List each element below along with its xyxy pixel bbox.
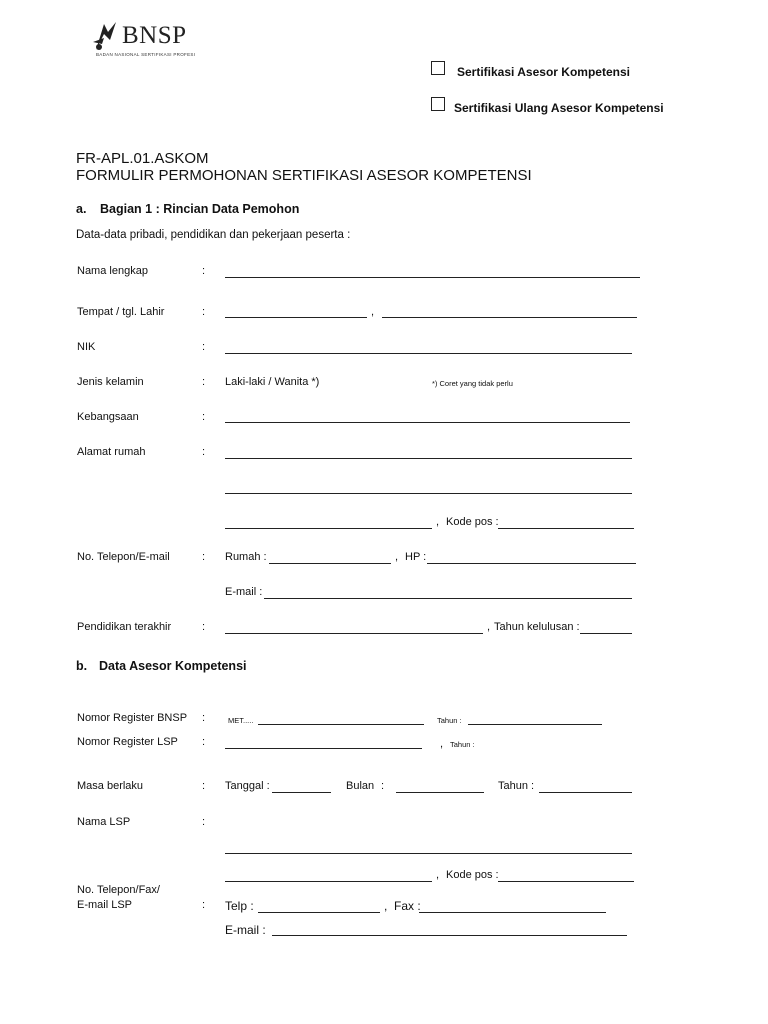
tahun-lsp-label: Tahun : <box>450 740 475 749</box>
tahun-bnsp-label: Tahun : <box>437 716 462 725</box>
jenis-kelamin-value[interactable]: Laki-laki / Wanita *) <box>225 376 320 388</box>
email-lsp-field[interactable] <box>272 935 627 936</box>
bulan-field[interactable] <box>396 792 484 793</box>
alamat-line-3[interactable] <box>225 528 432 529</box>
label-tempat-tgl-lahir: Tempat / tgl. Lahir <box>77 306 165 318</box>
tanggal-label: Tanggal : <box>225 780 270 792</box>
colon: : <box>202 411 206 423</box>
label-nama-lengkap: Nama lengkap <box>77 265 148 277</box>
tgl-lahir-field[interactable] <box>382 317 637 318</box>
tanggal-field[interactable] <box>272 792 331 793</box>
label-nik: NIK <box>77 341 96 353</box>
alamat-line-1[interactable] <box>225 458 632 459</box>
logo-text: BNSP <box>122 22 187 49</box>
email-field[interactable] <box>264 598 632 599</box>
colon: : <box>202 621 206 633</box>
section-b-title: Data Asesor Kompetensi <box>99 659 247 673</box>
label-kebangsaan: Kebangsaan <box>77 411 139 423</box>
comma: , <box>371 306 375 318</box>
jenis-kelamin-note: *) Coret yang tidak perlu <box>432 379 513 388</box>
tahun-bnsp-field[interactable] <box>468 724 602 725</box>
rumah-label: Rumah : <box>225 551 267 563</box>
telepon-rumah-field[interactable] <box>269 563 391 564</box>
colon: : <box>202 551 206 563</box>
alamat-line-2[interactable] <box>225 493 632 494</box>
section-a-marker: a. <box>76 202 87 216</box>
colon: : <box>202 341 206 353</box>
comma: , <box>436 516 440 528</box>
form-title: FORMULIR PERMOHONAN SERTIFIKASI ASESOR KOMPETENSI <box>76 167 532 184</box>
label-register-lsp: Nomor Register LSP <box>77 736 178 748</box>
comma: , <box>384 899 388 913</box>
tahun-field[interactable] <box>539 792 632 793</box>
telp-lsp-label: Telp : <box>225 899 254 913</box>
section-a-intro: Data-data pribadi, pendidikan dan pekerjaan peserta : <box>76 229 351 241</box>
hp-field[interactable] <box>427 563 636 564</box>
colon: : <box>202 376 206 388</box>
checkbox-sertifikasi-ulang-label: Sertifikasi Ulang Asesor Kompetensi <box>454 101 664 115</box>
bnsp-logo-emblem <box>90 20 124 56</box>
label-email-lsp: E-mail LSP <box>77 899 133 911</box>
colon: : <box>202 446 206 458</box>
colon: : <box>202 265 206 277</box>
colon: : <box>202 306 206 318</box>
section-a-title: Bagian 1 : Rincian Data Pemohon <box>100 202 300 216</box>
comma: , <box>436 869 440 881</box>
kode-pos-lsp-label: Kode pos : <box>446 869 499 881</box>
label-pendidikan-terakhir: Pendidikan terakhir <box>77 621 172 633</box>
checkbox-sertifikasi-ulang[interactable] <box>431 97 445 111</box>
comma: , <box>487 621 491 633</box>
colon: : <box>202 899 206 911</box>
label-alamat-rumah: Alamat rumah <box>77 446 146 458</box>
form-code: FR-APL.01.ASKOM <box>76 150 209 167</box>
label-register-bnsp: Nomor Register BNSP <box>77 712 188 724</box>
colon: : <box>202 736 206 748</box>
alamat-lsp-field[interactable] <box>225 881 432 882</box>
hp-label: HP : <box>405 551 427 563</box>
label-telepon-email: No. Telepon/E-mail <box>77 551 170 563</box>
fax-lsp-field[interactable] <box>419 912 606 913</box>
kode-pos-lsp-field[interactable] <box>498 881 634 882</box>
nama-lengkap-field[interactable] <box>225 277 640 278</box>
register-bnsp-field[interactable] <box>258 724 424 725</box>
tahun-kelulusan-label: Tahun kelulusan : <box>494 621 580 633</box>
tempat-lahir-field[interactable] <box>225 317 367 318</box>
colon: : <box>202 712 206 724</box>
colon: : <box>381 780 385 792</box>
colon: : <box>202 816 206 828</box>
tahun-label: Tahun : <box>498 780 535 792</box>
comma: , <box>395 551 399 563</box>
label-telepon-fax-lsp: No. Telepon/Fax/ <box>77 884 160 896</box>
comma: , <box>440 738 444 750</box>
section-b-marker: b. <box>76 659 88 673</box>
kode-pos-field[interactable] <box>498 528 634 529</box>
kebangsaan-field[interactable] <box>225 422 630 423</box>
checkbox-sertifikasi[interactable] <box>431 61 445 75</box>
nama-lsp-field[interactable] <box>225 853 632 854</box>
label-masa-berlaku: Masa berlaku <box>77 780 144 792</box>
colon: : <box>202 780 206 792</box>
bulan-label: Bulan <box>346 780 375 792</box>
telp-lsp-field[interactable] <box>258 912 380 913</box>
met-prefix: MET..... <box>228 716 254 725</box>
email-label: E-mail : <box>225 586 263 598</box>
email-lsp-label: E-mail : <box>225 923 266 937</box>
fax-lsp-label: Fax : <box>394 899 421 913</box>
label-jenis-kelamin: Jenis kelamin <box>77 376 144 388</box>
pendidikan-field[interactable] <box>225 633 483 634</box>
register-lsp-field[interactable] <box>225 748 422 749</box>
tahun-kelulusan-field[interactable] <box>580 633 632 634</box>
kode-pos-label: Kode pos : <box>446 516 499 528</box>
label-nama-lsp: Nama LSP <box>77 816 131 828</box>
logo-subtitle: BADAN NASIONAL SERTIFIKASI PROFESI <box>96 52 196 57</box>
nik-field[interactable] <box>225 353 632 354</box>
checkbox-sertifikasi-label: Sertifikasi Asesor Kompetensi <box>457 65 630 79</box>
